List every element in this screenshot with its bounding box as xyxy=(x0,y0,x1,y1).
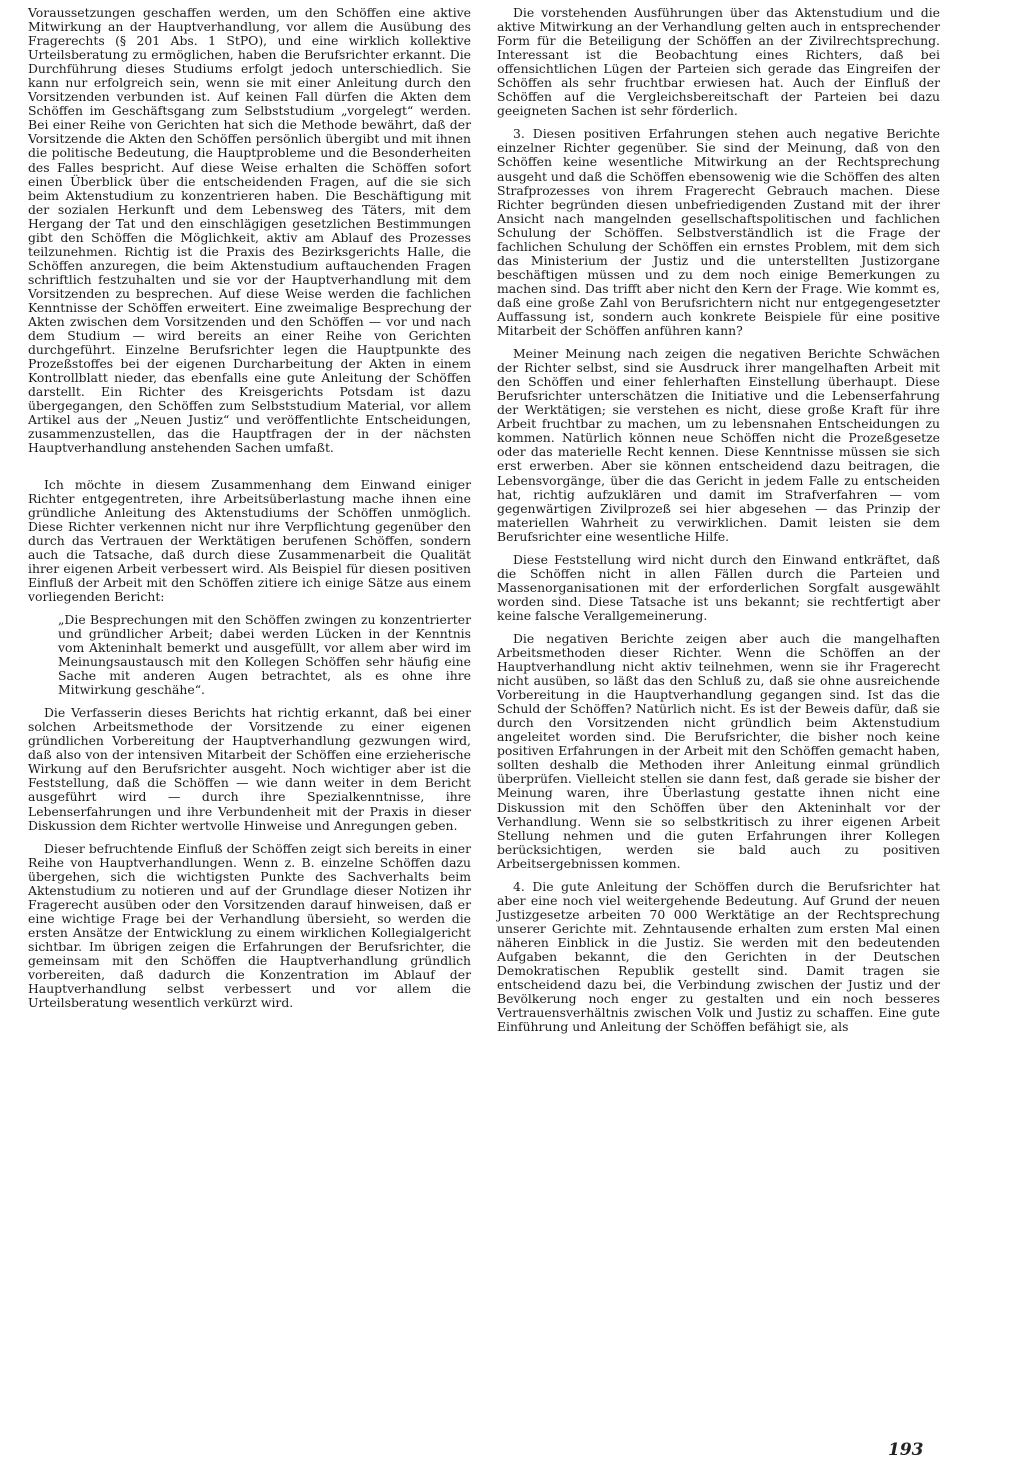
paragraph-arbeitsmethoden: Die negativen Berichte zeigen aber auch die mangelhaften Arbeitsmethoden dieser Richter. Wenn die Schöffen an der Hauptverhandlung nicht aktiv teilnehmen, wenn sie ihr Fragerecht nicht ausüben, so läßt das den Schluß zu, daß sie ohne ausreichende Vorbereitung in die Hauptverhandlung gegangen sind. Ist das die Schuld der Schöffen? Natürlich nicht. Es ist der Beweis dafür, daß sie durch den Vorsitzenden nicht gründlich beim Aktenstudium angeleitet worden sind. Die Berufsrichter, die bisher noch keine positiven Erfahrungen in der Arbeit mit den Schöffen gemacht haben, sollten deshalb die Methoden ihrer Anleitung einmal gründlich überprüfen. Vielleicht stellen sie dann fest, daß gerade sie bisher der Meinung waren, ihre Überlastung gestatte ihnen nicht eine Diskussion mit den Schöffen über den Akteninhalt vor der Verhandlung. Wenn sie so selbstkritisch zu ihrer eigenen Arbeit Stellung nehmen und die guten Erfahrungen ihrer Kollegen berücksichtigen, werden sie bald auch zu positiven Arbeitsergebnissen kommen. xyxy=(497,630,940,871)
paragraph-anleitung-bedeutung: 4. Die gute Anleitung der Schöffen durch die Berufsrichter hat aber eine noch viel weitergehende Bedeutung. Auf Grund der neuen Justizgesetze arbeiten 70 000 Werktätige an der Rechtsprechung unserer Gerichte mit. Zehntausende erhalten zum ersten Mal einen näheren Einblick in die Justiz. Sie werden mit den bedeutenden Aufgaben bekannt, die den Gerichten in der Deutschen Demokratischen Republik gestellt sind. Damit tragen sie entscheidend dazu bei, die Verbindung zwischen der Justiz und der Bevölkerung noch enger zu gestalten und ein noch besseres Vertrauensverhältnis zwischen Volk und Justiz zu schaffen. Eine gute Einführung und Anleitung der Schöffen befähigt sie, als xyxy=(497,878,940,1035)
paragraph-befruchtender-einfluss: Dieser befruchtende Einfluß der Schöffen zeigt sich bereits in einer Reihe von Hauptverhandlungen. Wenn z. B. einzelne Schöffen dazu übergehen, sich die wichtigsten Punkte des Sachverhalts beim Aktenstudium zu notieren und auf der Grundlage dieser Notizen ihr Fragerecht ausüben oder den Vorsitzenden darauf hinweisen, daß er eine wichtige Frage bei der Verhandlung übersieht, so werden die ersten Ansätze der Entwicklung zu einem wirklichen Kollegialgericht sichtbar. Im übrigen zeigen die Erfahrungen der Berufsrichter, die gemeinsam mit den Schöffen die Hauptverhandlung gründlich vorbereiten, daß dadurch die Konzentration im Ablauf der Hauptverhandlung selbst verbessert und vor allem die Urteilsberatung wesentlich verkürzt wird. xyxy=(28,840,471,1011)
paragraph-negative-berichte: 3. Diesen positiven Erfahrungen stehen auch negative Berichte einzelner Richter gegenüber. Sie sind der Meinung, daß von den Schöffen keine wesentliche Mitwirkung an der Rechtsprechung ausgeht und daß die Schöffen ebensowenig wie die Schöffen des alten Strafprozesses von ihrem Fragerecht Gebrauch machen. Diese Richter begründen diesen unbefriedigenden Zustand mit der ihrer Ansicht nach mangelnden gesellschaftspolitischen und fachlichen Schulung der Schöffen. Selbstverständlich ist die Frage der fachlichen Schulung der Schöffen ein ernstes Problem, mit dem sich das Ministerium der Justiz und die unterstellten Justizorgane beschäftigen müssen und zu dem noch einige Bemerkungen zu machen sind. Das trifft aber nicht den Kern der Frage. Wie kommt es, daß eine große Zahl von Berufsrichtern nicht nur entgegengesetzter Auffassung ist, sondern auch konkrete Beispiele für eine positive Mitarbeit der Schöffen anführen kann? xyxy=(497,126,940,339)
paragraph-einwand-richter: Ich möchte in diesem Zusammenhang dem Einwand einiger Richter entgegentreten, ihre Arbeitsüberlastung mache ihnen eine gründliche Anleitung des Aktenstudiums der Schöffen unmöglich. Diese Richter verkennen nicht nur ihre Verpflichtung gegenüber den durch das Vertrauen der Werktätigen berufenen Schöffen, sondern auch die Tatsache, daß durch diese Zusammenarbeit die Qualität ihrer eigenen Arbeit verbessert wird. Als Beispiel für diesen positiven Einfluß der Arbeit mit den Schöffen zitiere ich einige Sätze aus einem vorliegenden Bericht: xyxy=(28,476,471,604)
paragraph-verfasserin: Die Verfasserin dieses Berichts hat richtig erkannt, daß bei einer solchen Arbeitsmethode der Vorsitzende zu einer eigenen gründlichen Vorbereitung der Hauptverhandlung gezwungen wird, daß also von der intensiven Mitarbeit der Schöffen eine erzieherische Wirkung auf den Berufsrichter ausgeht. Noch wichtiger aber ist die Feststellung, daß die Schöffen — wie dann weiter in dem Bericht ausgeführt wird — durch ihre Spezialkenntnisse, ihre Lebenserfahrungen und ihre Verbundenheit mit der Praxis in dieser Diskussion dem Richter wertvolle Hinweise und Anregungen geben. xyxy=(28,705,471,833)
paragraph-feststellung: Diese Feststellung wird nicht durch den Einwand entkräftet, daß die Schöffen nicht in allen Fällen durch die Parteien und Massenorganisationen mit der erforderlichen Sorgfalt ausgewählt worden sind. Diese Tatsache ist uns bekannt; sie rechtfertigt aber keine falsche Verallgemeinerung. xyxy=(497,551,940,623)
page xyxy=(28,6,940,1446)
paragraph-zivilrechtsprechung: Die vorstehenden Ausführungen über das Aktenstudium und die aktive Mitwirkung an der Verhandlung gelten auch in entsprechender Form für die Beteiligung der Schöffen an der Zivilrechtsprechung. Interessant ist die Beobachtung eines Richters, daß bei offensichtlichen Lügen der Parteien sich gerade das Eingreifen der Schöffen als sehr fruchtbar erwiesen hat. Auch der Einfluß der Schöffen auf die Vergleichsbereitschaft der Parteien bei dazu geeigneten Sachen ist sehr förderlich. xyxy=(497,5,940,119)
left-column xyxy=(28,6,471,1446)
quote-bericht: „Die Besprechungen mit den Schöffen zwingen zu konzentrierter und gründlicher Arbeit; dabei werden Lücken in der Kenntnis vom Akteninhalt bemerkt und ausgefüllt, vor allem aber wird im Meinungsaustausch mit den Kollegen Schöffen sehr häufig eine Sache mit anderen Augen betrachtet, als es ohne ihre Mitwirkung geschähe“. xyxy=(58,611,471,698)
paragraph-meinung: Meiner Meinung nach zeigen die negativen Berichte Schwächen der Richter selbst, sind sie Ausdruck ihrer mangelhaften Arbeit mit den Schöffen und einer fehlerhaften Einstellung überhaupt. Diese Berufsrichter unterschätzen die Initiative und die Lebenserfahrung der Werktätigen; sie verstehen es nicht, diese große Kraft für ihre Arbeit fruchtbar zu machen, um zu lebensnahen Entscheidungen zu kommen. Natürlich können neue Schöffen nicht die Prozeßgesetze oder das materielle Recht kennen. Diese Kenntnisse müssen sie sich erst erwerben. Aber sie können entscheidend dazu beitragen, die Lebensvorgänge, über die das Gericht in jedem Falle zu entscheiden hat, richtig aufzuklären und damit im Strafverfahren — vom gegenwärtigen Zivilprozeß sei hier abgesehen — das Prinzip der materiellen Wahrheit zu verwirklichen. Damit leisten sie dem Berufsrichter eine wesentliche Hilfe. xyxy=(497,346,940,544)
right-column xyxy=(497,6,940,1446)
paragraph-aktenstudium: Voraussetzungen geschaffen werden, um den Schöffen eine aktive Mitwirkung an der Hauptverhandlung, vor allem die Ausübung des Fragerechts (§ 201 Abs. 1 StPO), und eine wirklich kollektive Urteilsberatung zu ermöglichen, haben die Berufsrichter erkannt. Die Durchführung dieses Studiums erfolgt jedoch unterschiedlich. Sie kann nur erfolgreich sein, wenn sie mit einer Anleitung durch den Vorsitzenden verbunden ist. Auf keinen Fall dürfen die Akten dem Schöffen im Geschäftsgang zum Selbststudium „vorgelegt“ werden. Bei einer Reihe von Gerichten hat sich die Methode bewährt, daß der Vorsitzende die Akten den Schöffen persönlich übergibt und mit ihnen die politische Bedeutung, die Hauptprobleme und die Besonderheiten des Falles bespricht. Auf diese Weise erhalten die Schöffen sofort einen Überblick über die entscheidenden Fragen, auf die sie sich beim Aktenstudium zu konzentrieren haben. Die Beschäftigung mit der sozialen Herkunft und dem Lebensweg des Täters, mit dem Hergang der Tat und den einschlägigen gesetzlichen Bestimmungen gibt den Schöffen die Möglichkeit, aktiv am Ablauf des Prozesses teilzunehmen. Richtig ist die Praxis des Bezirksgerichts Halle, die Schöffen anzuregen, die beim Aktenstudium auftauchenden Fragen schriftlich festzuhalten und sie vor der Hauptverhandlung mit dem Vorsitzenden zu besprechen. Auf diese Weise werden die fachlichen Kenntnisse der Schöffen erweitert. Eine zweimalige Besprechung der Akten zwischen dem Vorsitzenden und den Schöffen — vor und nach dem Studium — wird bereits an einer Reihe von Gerichten durchgeführt. Einzelne Berufsrichter legen die Hauptpunkte des Prozeßstoffes bei der eigenen Durcharbeitung der Akten in einem Kontrollblatt nieder, das ebenfalls eine gute Anleitung der Schöffen darstellt. Ein Richter des Kreisgerichts Potsdam ist dazu übergegangen, den Schöffen zum Selbststudium Material, vor allem Artikel aus der „Neuen Justiz“ und veröffentlichte Entscheidungen, zusammenzustellen, das die Hauptfragen der in der nächsten Hauptverhandlung anstehenden Sachen umfaßt. xyxy=(28,5,471,456)
page-number: 193 xyxy=(888,1440,924,1460)
